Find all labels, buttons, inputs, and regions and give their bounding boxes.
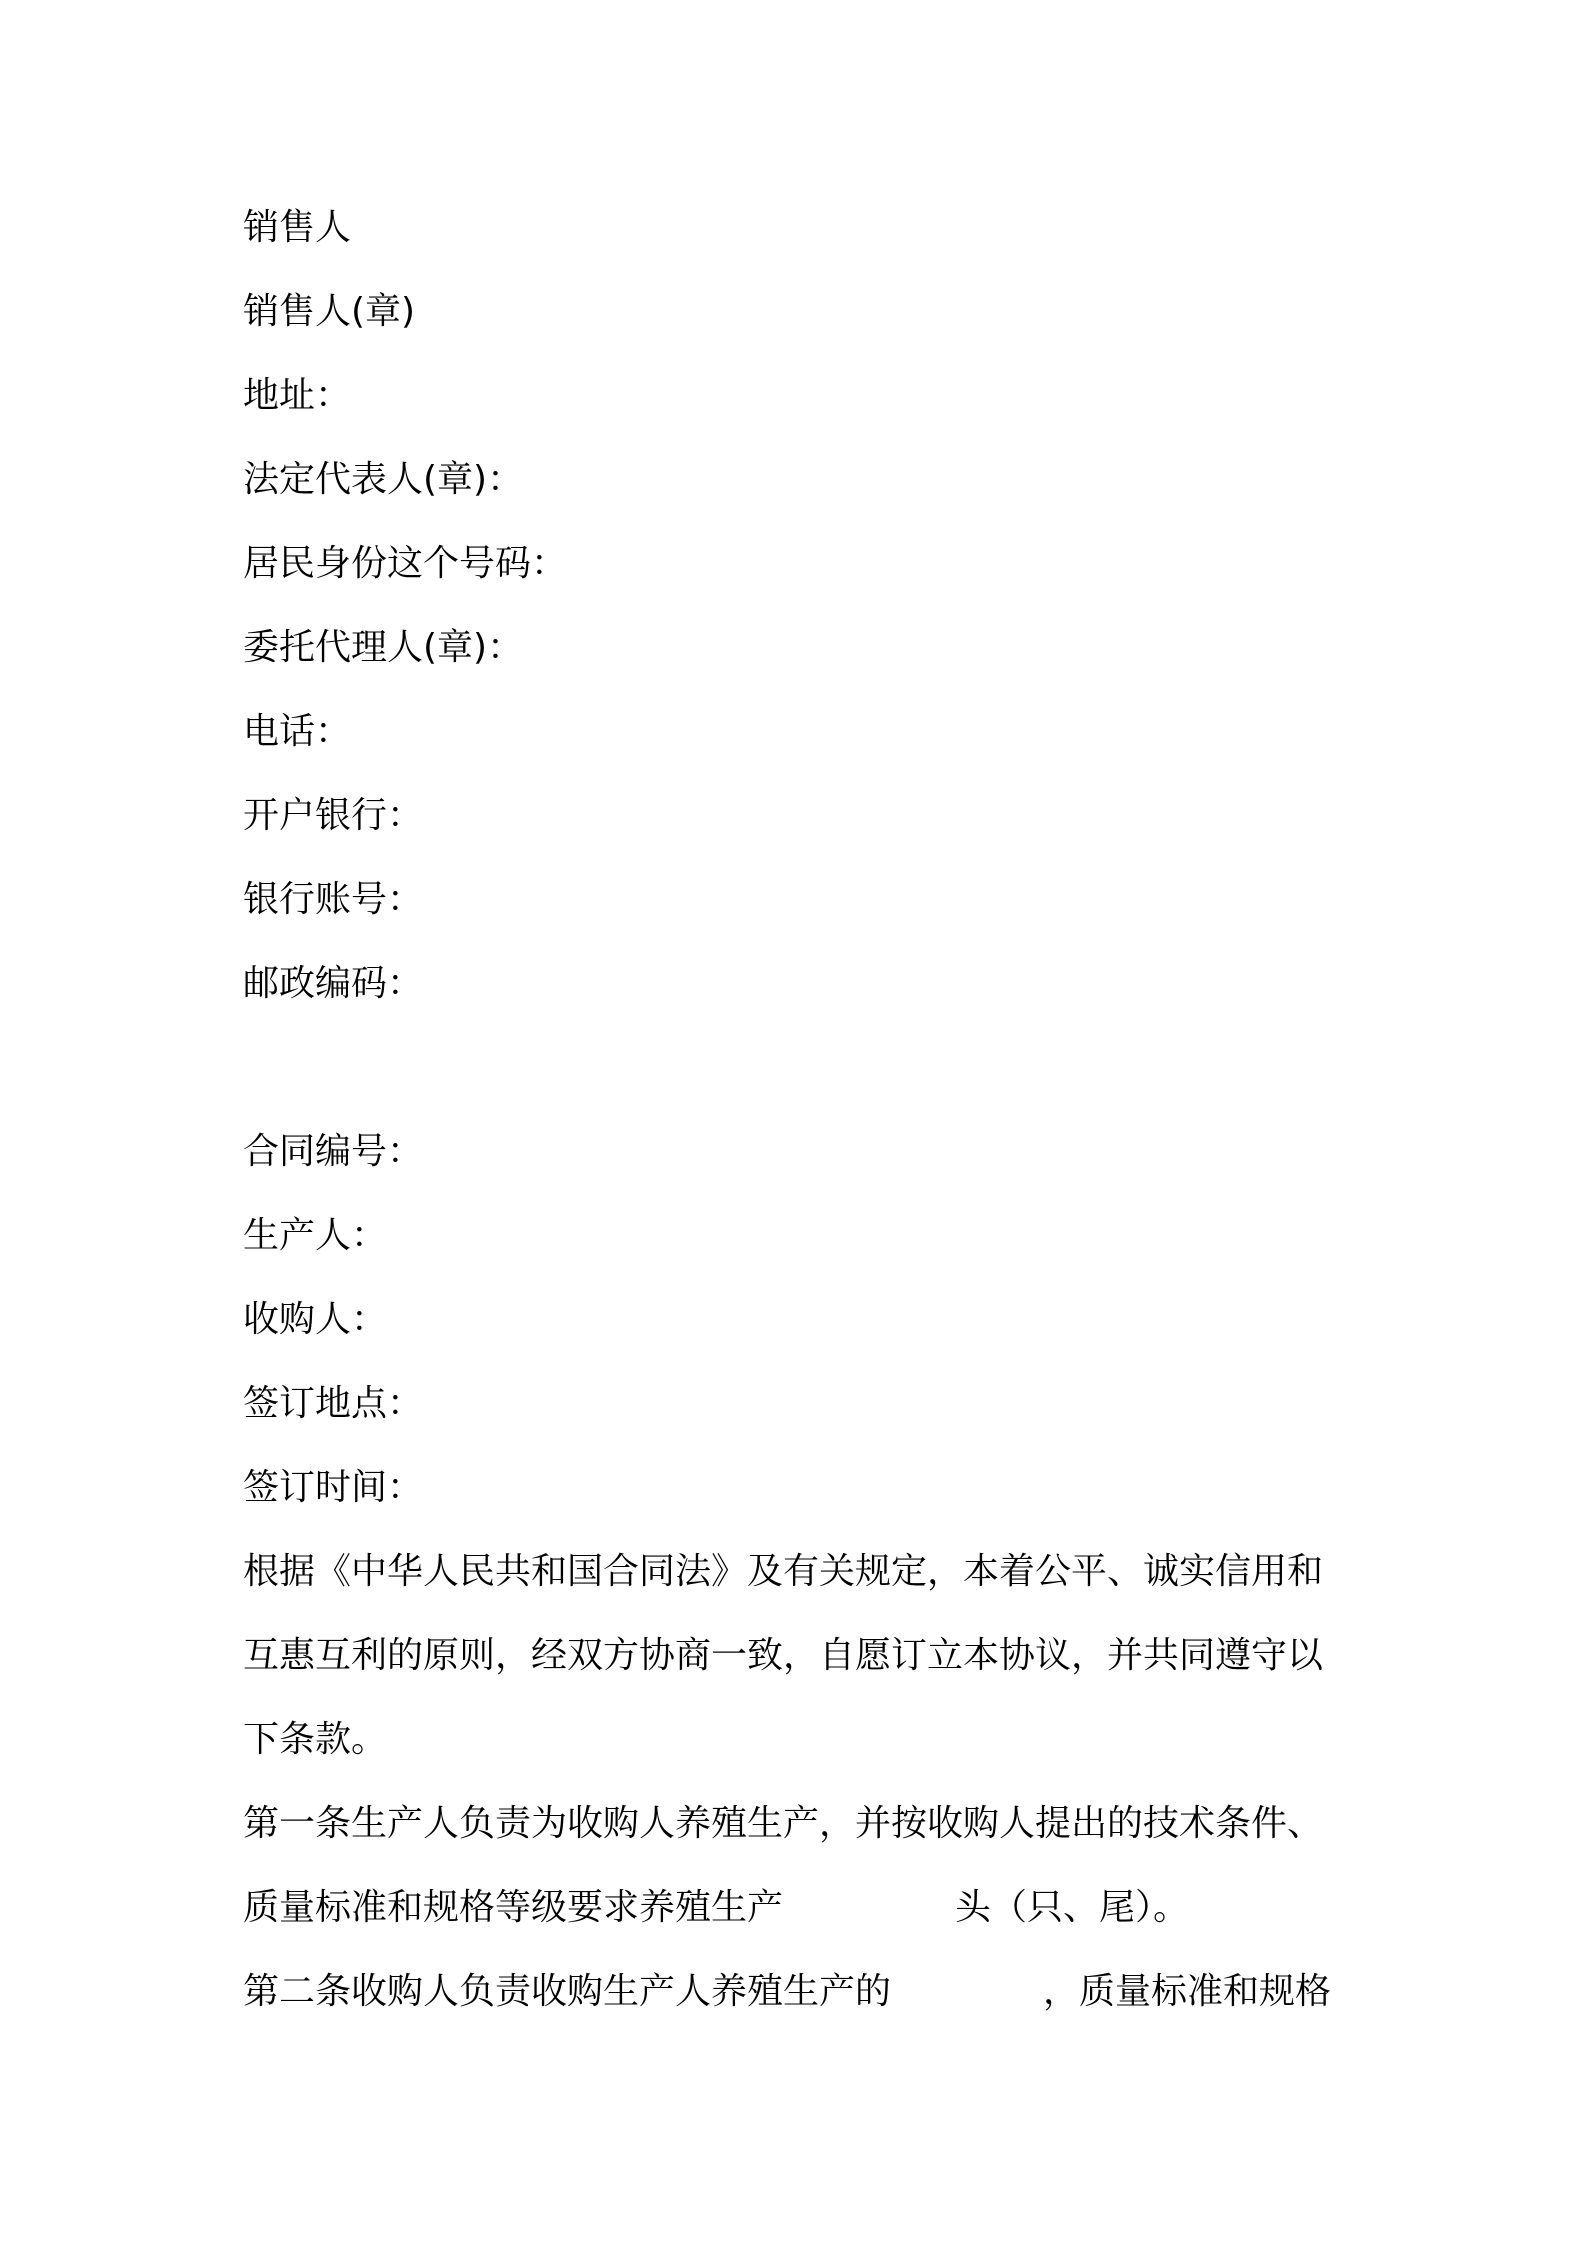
seller-seal-label: 销售人(章) — [243, 291, 416, 332]
preamble-line-3: 下条款。 — [243, 1719, 388, 1760]
preamble-line-2: 互惠互利的原则，经双方协商一致，自愿订立本协议，并共同遵守以 — [243, 1635, 1324, 1676]
article-1-line-1: 第一条生产人负责为收购人养殖生产，并按收购人提出的技术条件、 — [243, 1803, 1324, 1844]
bank-account-label: 银行账号： — [243, 879, 424, 920]
contract-number-label: 合同编号： — [243, 1131, 424, 1172]
article-1-text-before-blank: 质量标准和规格等级要求养殖生产 — [243, 1887, 784, 1928]
postcode-label: 邮政编码： — [243, 963, 424, 1004]
seller-heading: 销售人 — [243, 207, 352, 248]
bank-label: 开户银行： — [243, 795, 424, 836]
signing-time-label: 签订时间： — [243, 1467, 424, 1508]
producer-label: 生产人： — [243, 1215, 388, 1256]
article-1-text-after-blank: 头（只、尾）。 — [955, 1887, 1190, 1928]
address-label: 地址： — [243, 375, 352, 416]
article-2-line-1 — [243, 1950, 1363, 2034]
phone-label: 电话： — [243, 711, 352, 752]
article-1-line-2 — [243, 1866, 1363, 1950]
article-2-text-before-blank: 第二条收购人负责收购生产人养殖生产的 — [243, 1971, 892, 2012]
purchaser-label: 收购人： — [243, 1299, 388, 1340]
preamble-paragraph — [243, 1530, 1363, 1782]
article-2-text-after-blank: ，质量标准和规格 — [1043, 1971, 1332, 2012]
signing-place-label: 签订地点： — [243, 1383, 424, 1424]
legal-representative-label: 法定代表人(章)： — [243, 459, 524, 500]
id-number-label: 居民身份这个号码： — [243, 543, 568, 584]
article-2 — [243, 1950, 1363, 2034]
article-1 — [243, 1782, 1363, 1950]
preamble-line-1: 根据《中华人民共和国合同法》及有关规定，本着公平、诚实信用和 — [243, 1551, 1324, 1592]
agent-label: 委托代理人(章)： — [243, 627, 524, 668]
